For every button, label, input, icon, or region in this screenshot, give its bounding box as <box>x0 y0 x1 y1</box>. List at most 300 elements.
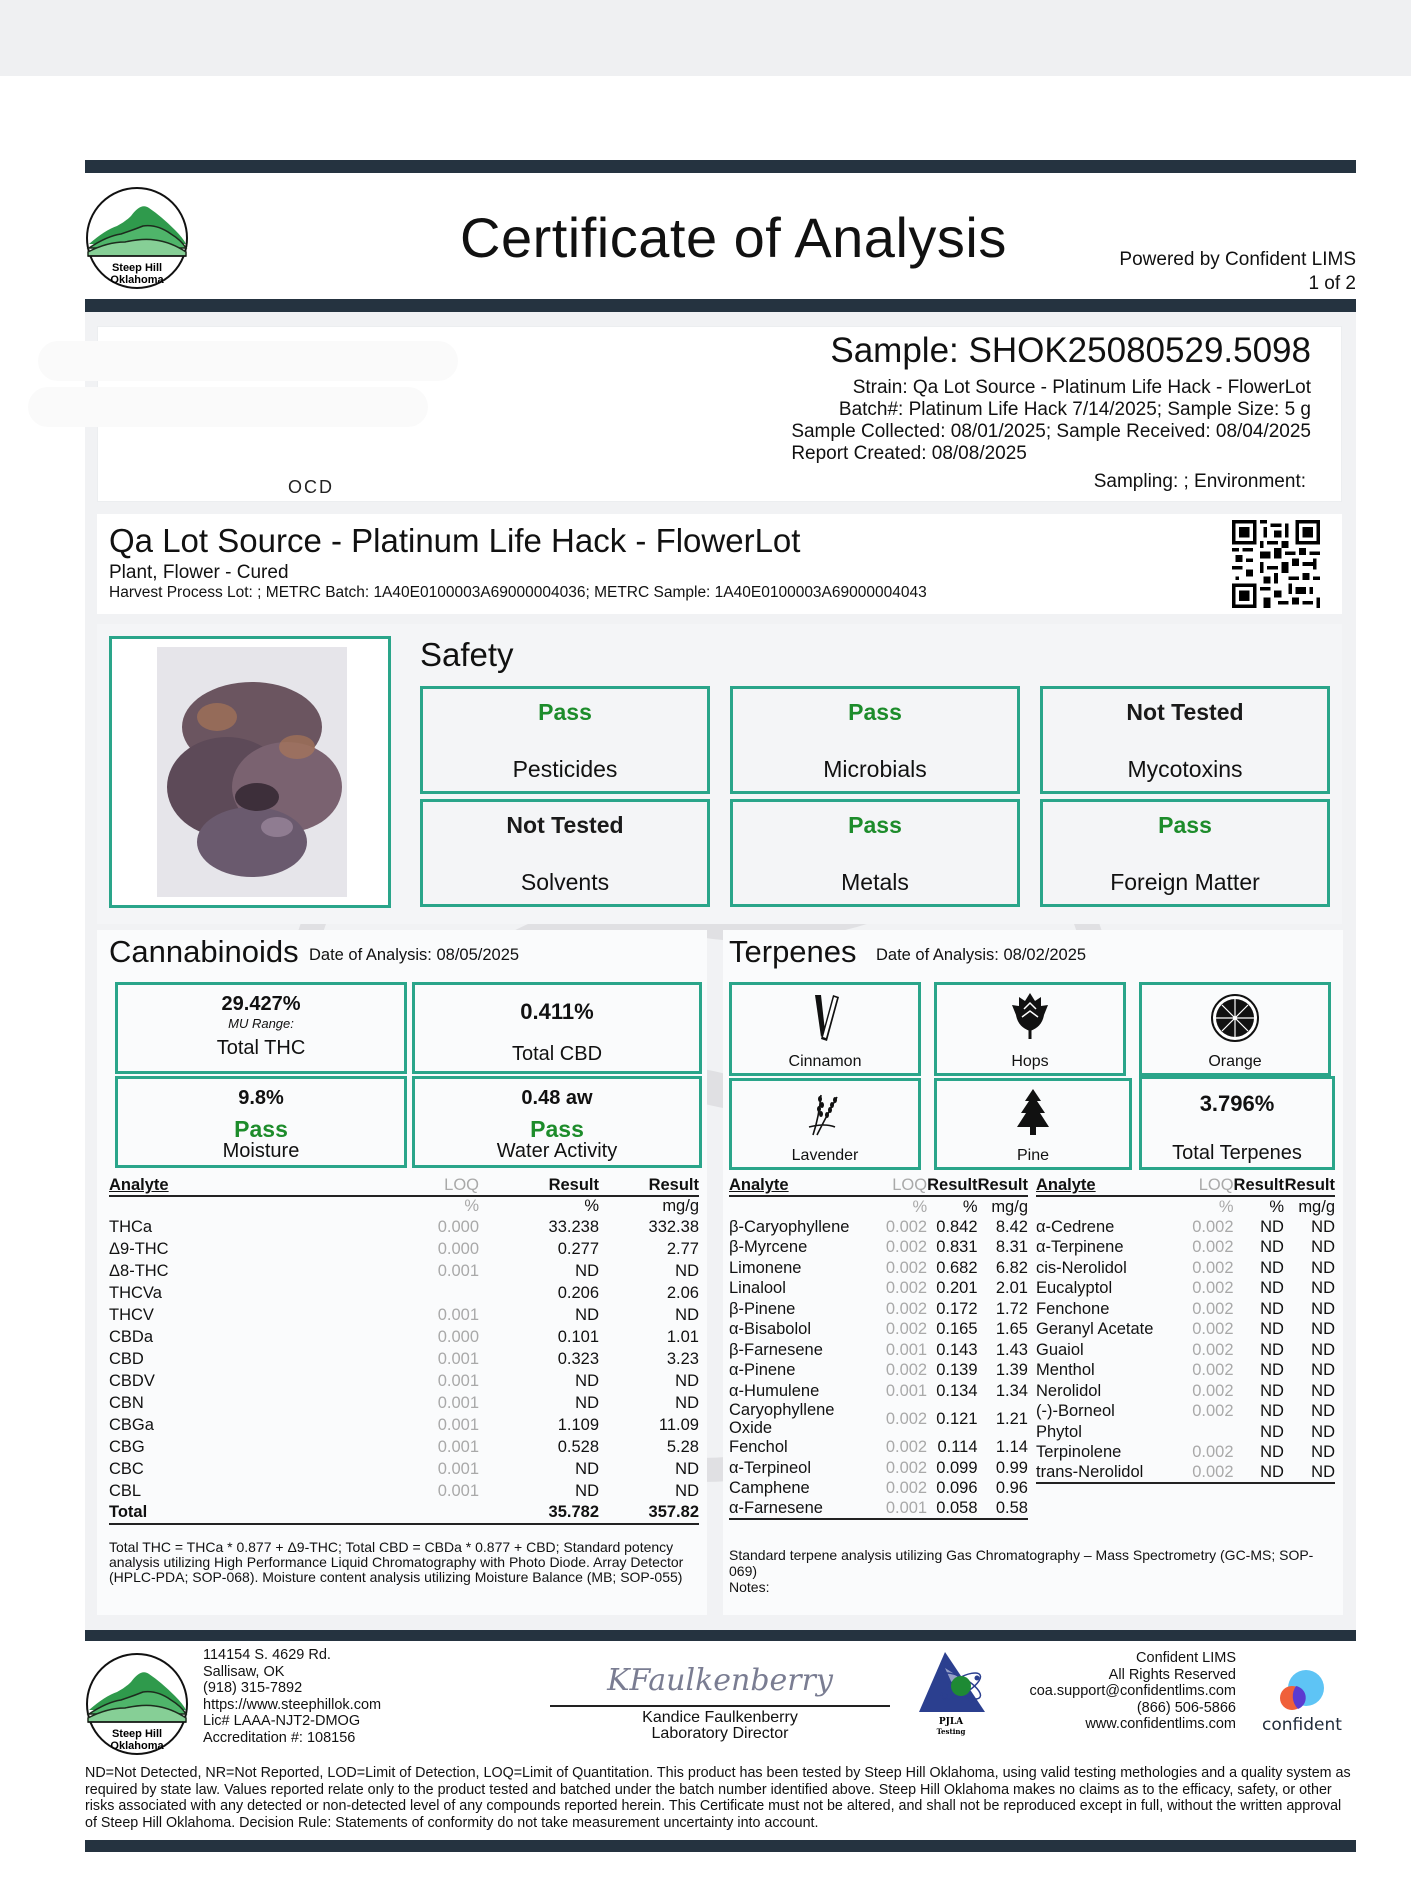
table-row <box>109 1216 699 1238</box>
result-pct-cell: 0.101 <box>557 1327 599 1346</box>
top-bar <box>0 0 1411 76</box>
loq-cell: 0.001 <box>437 1349 479 1368</box>
loq-cell: 0.002 <box>1192 1279 1234 1298</box>
loq-cell: 0.000 <box>437 1327 479 1346</box>
analyte-cell: Fenchone <box>1036 1299 1110 1318</box>
lims-info <box>1029 1650 1236 1733</box>
units-row <box>1036 1196 1335 1217</box>
col-loq: LOQ <box>1179 1176 1234 1196</box>
analyte-cell: Δ9-THC <box>109 1239 169 1258</box>
result-pct-cell: ND <box>1260 1258 1284 1277</box>
analyte-cell: Eucalyptol <box>1036 1279 1113 1298</box>
table-row <box>1036 1463 1335 1484</box>
cannabinoids-section <box>97 930 707 1615</box>
loq-cell: 0.001 <box>437 1261 479 1280</box>
analyte-cell: α-Terpinene <box>1036 1238 1124 1257</box>
unit-result-mg: mg/g <box>991 1197 1028 1216</box>
table-row <box>1036 1278 1335 1299</box>
loq-cell: 0.002 <box>885 1361 928 1380</box>
table-row <box>729 1217 1028 1238</box>
result-mg-cell: ND <box>1311 1279 1335 1298</box>
result-mg-cell: ND <box>1311 1443 1335 1462</box>
water-activity-label: Water Activity <box>496 1140 618 1162</box>
unit-result-pct: % <box>1269 1197 1284 1216</box>
total-label: Total <box>109 1502 369 1524</box>
result-pct-cell: ND <box>1260 1361 1284 1380</box>
table-row <box>109 1436 699 1458</box>
analyte-cell: Δ8-THC <box>109 1261 169 1280</box>
total-terpenes-box <box>1139 1076 1335 1170</box>
result-mg-cell: 1.34 <box>995 1381 1028 1400</box>
sample-strain: Strain: Qa Lot Source - Platinum Life Hack - FlowerLot <box>852 377 1311 398</box>
result-mg-cell: 2.77 <box>666 1239 699 1258</box>
result-mg-cell: 3.23 <box>666 1349 699 1368</box>
table-row <box>1036 1217 1335 1238</box>
loq-cell: 0.002 <box>1192 1320 1234 1339</box>
result-mg-cell: 1.14 <box>995 1438 1028 1457</box>
safety-test-pesticides <box>420 686 710 794</box>
aroma-hops <box>934 982 1126 1076</box>
signer-block <box>550 1710 890 1742</box>
col-result-pct: Result <box>927 1176 978 1194</box>
disclaimer: ND=Not Detected, NR=Not Reported, LOD=Limit of Detection, LOQ=Limit of Quantitation. This product has been tested by Steep Hill Oklahoma, using valid testing methologies and a quality system as required by state law. Values reported relate only to the product tested and batched under the batch number identified above. Steep Hill Oklahoma makes no claims as to the efficacy, safety, or other risks associated with any detected or non-detected level of any compounds reported herein. This Certificate must not be altered, and shall not be reproduced except in full, without the written approval of Steep Hill Oklahoma. Decision Rule: Statements of conformity do not take measurement uncertainty into account. <box>85 1765 1351 1831</box>
analyte-cell: Terpinolene <box>1036 1443 1122 1462</box>
result-mg-cell: 332.38 <box>648 1217 699 1236</box>
logo-text-line1: Steep Hill <box>111 1728 163 1740</box>
product-type: Plant, Flower - Cured <box>109 562 289 583</box>
table-row <box>729 1299 1028 1320</box>
analyte-cell: trans-Nerolidol <box>1036 1463 1179 1484</box>
result-mg-cell: ND <box>1284 1463 1335 1484</box>
lab-accreditation: Accreditation #: 108156 <box>203 1729 356 1746</box>
analyte-cell: α-Pinene <box>729 1361 796 1380</box>
table-row <box>109 1326 699 1348</box>
terpenes-table-left <box>729 1176 1028 1520</box>
analyte-cell: THCa <box>109 1217 153 1236</box>
loq-cell: 0.002 <box>885 1320 928 1339</box>
result-pct-cell: 0.121 <box>936 1410 978 1428</box>
cannabinoids-method-note: Total THC = THCa * 0.877 + Δ9-THC; Total CBD = CBDa * 0.877 + CBD; Standard potency analysis utilizing High Performance Liquid Chromatography with Photo Diode. Array Detector (HPLC-PDA; SOP-068). Moisture content analysis utilizing Moisture Balance (MB; SOP-055) <box>109 1539 684 1585</box>
loq-cell: 0.002 <box>885 1410 928 1428</box>
result-pct-cell: ND <box>1260 1238 1284 1257</box>
analyte-cell: α-Cedrene <box>1036 1217 1115 1236</box>
loq-cell: 0.002 <box>1192 1381 1234 1400</box>
table-row <box>1036 1442 1335 1463</box>
lims-rights: All Rights Reserved <box>1108 1666 1236 1683</box>
loq-cell: 0.001 <box>437 1415 479 1434</box>
loq-cell: 0.001 <box>437 1459 479 1478</box>
result-pct-cell: 0.528 <box>557 1437 599 1456</box>
loq-cell: 0.002 <box>1192 1238 1234 1257</box>
logo-text-line1: Steep Hill <box>111 262 163 274</box>
table-row <box>729 1499 1028 1520</box>
analyte-cell: β-Caryophyllene <box>729 1217 850 1236</box>
hops-icon <box>1006 991 1054 1043</box>
result-mg-cell: 1.65 <box>995 1320 1028 1339</box>
loq-cell: 0.002 <box>885 1258 928 1277</box>
result-mg-cell: 6.82 <box>995 1258 1028 1277</box>
result-mg-cell: ND <box>675 1261 699 1280</box>
result-mg-cell: 1.21 <box>995 1410 1028 1428</box>
steep-hill-footer-logo <box>85 1652 189 1756</box>
result-mg-cell: ND <box>1311 1402 1335 1421</box>
orange-icon <box>1211 991 1259 1043</box>
qr-code[interactable] <box>1232 520 1320 608</box>
table-row <box>1036 1237 1335 1258</box>
col-result-mg: Result <box>1284 1176 1335 1194</box>
test-label: Pesticides <box>512 756 618 782</box>
header-top-rule <box>85 160 1356 173</box>
loq-cell: 0.002 <box>885 1479 928 1498</box>
lims-phone: (866) 506-5866 <box>1136 1699 1236 1716</box>
analyte-cell: α-Humulene <box>729 1381 820 1400</box>
result-pct-cell: ND <box>1260 1402 1284 1421</box>
table-row <box>729 1381 1028 1402</box>
result-mg-cell: ND <box>1311 1422 1335 1441</box>
analyte-cell: β-Farnesene <box>729 1340 823 1359</box>
confident-logo-text: confident <box>1262 1715 1342 1735</box>
table-row <box>1036 1401 1335 1422</box>
redaction-mark <box>28 387 428 427</box>
analyte-cell: CBG <box>109 1437 145 1456</box>
loq-cell: 0.001 <box>437 1393 479 1412</box>
analyte-cell: Fenchol <box>729 1438 788 1457</box>
result-mg-cell: ND <box>675 1371 699 1390</box>
result-mg-cell: ND <box>675 1393 699 1412</box>
result-mg-cell: ND <box>1311 1238 1335 1257</box>
result-pct-cell: ND <box>1260 1299 1284 1318</box>
total-cbd-value: 0.411% <box>520 999 594 1024</box>
analyte-cell: CBDV <box>109 1371 155 1390</box>
result-pct-cell: 0.831 <box>936 1238 978 1257</box>
signature <box>550 1652 890 1704</box>
analyte-cell: THCVa <box>109 1283 162 1302</box>
analyte-cell: β-Myrcene <box>729 1238 808 1257</box>
total-terpenes-label: Total Terpenes <box>1172 1142 1302 1164</box>
loq-cell: 0.002 <box>1192 1443 1234 1462</box>
col-loq: LOQ <box>876 1176 928 1196</box>
result-pct-cell: 0.099 <box>936 1458 978 1477</box>
result-pct-cell: ND <box>1260 1381 1284 1400</box>
analyte-cell: α-Terpineol <box>729 1458 811 1477</box>
table-header-row <box>729 1176 1028 1196</box>
redacted-fragment: OCD <box>288 477 334 497</box>
terpenes-title: Terpenes <box>729 934 857 969</box>
test-label: Foreign Matter <box>1110 869 1260 895</box>
lims-website-link[interactable]: www.confidentlims.com <box>1085 1716 1236 1732</box>
unit-result-pct: % <box>962 1197 978 1216</box>
lavender-icon <box>801 1087 849 1139</box>
result-mg-cell: ND <box>1311 1299 1335 1318</box>
col-loq: LOQ <box>369 1176 479 1196</box>
result-mg-cell: 0.99 <box>995 1458 1028 1477</box>
unit-loq: % <box>464 1197 479 1215</box>
analyte-cell: CBN <box>109 1393 144 1412</box>
analyte-cell: CBD <box>109 1349 144 1368</box>
table-header-row <box>109 1176 699 1196</box>
result-pct-cell: 0.114 <box>937 1438 978 1457</box>
safety-test-microbials <box>730 686 1020 794</box>
safety-test-solvents <box>420 799 710 907</box>
safety-test-foreign-matter <box>1040 799 1330 907</box>
terpenes-date: Date of Analysis: 08/02/2025 <box>876 946 1087 964</box>
loq-cell: 0.000 <box>437 1217 479 1236</box>
analyte-cell: Guaiol <box>1036 1340 1084 1359</box>
cannabinoids-title: Cannabinoids <box>109 934 299 969</box>
loq-cell: 0.002 <box>885 1438 928 1457</box>
safety-title: Safety <box>420 636 514 673</box>
cannabinoids-date: Date of Analysis: 08/05/2025 <box>309 946 520 964</box>
table-row <box>729 1237 1028 1258</box>
sample-id: Sample: SHOK25080529.5098 <box>830 331 1311 370</box>
loq-cell: 0.002 <box>885 1458 928 1477</box>
analyte-cell: Nerolidol <box>1036 1381 1102 1400</box>
result-mg-cell: ND <box>1311 1340 1335 1359</box>
total-thc-label: Total THC <box>216 1037 306 1059</box>
table-row <box>1036 1299 1335 1320</box>
table-row <box>729 1360 1028 1381</box>
result-pct-cell: ND <box>575 1459 599 1478</box>
aroma-lavender <box>729 1078 921 1170</box>
result-pct-cell: ND <box>1260 1217 1284 1236</box>
safety-section <box>97 624 1342 924</box>
result-mg-cell: 1.39 <box>995 1361 1028 1380</box>
result-mg-cell: 0.96 <box>995 1479 1028 1498</box>
result-mg-cell: 1.01 <box>666 1327 699 1346</box>
product-name: Qa Lot Source - Platinum Life Hack - FlowerLot <box>109 522 801 559</box>
aroma-label: Orange <box>1208 1053 1262 1070</box>
total-loq <box>369 1502 479 1524</box>
total-cbd-box <box>412 982 702 1074</box>
report-created: Report Created: 08/08/2025 <box>791 443 1027 464</box>
loq-cell: 0.002 <box>1192 1361 1234 1380</box>
table-row <box>1036 1381 1335 1402</box>
col-result-pct: Result <box>479 1176 599 1196</box>
result-pct-cell: ND <box>575 1393 599 1412</box>
result-mg-cell: 8.42 <box>995 1217 1028 1236</box>
loq-cell: 0.001 <box>437 1371 479 1390</box>
cinnamon-icon <box>801 991 849 1043</box>
col-result-mg: Result <box>599 1176 699 1196</box>
analyte-cell: β-Pinene <box>729 1299 796 1318</box>
result-pct-cell: 33.238 <box>548 1217 599 1236</box>
test-status: Not Tested <box>1126 699 1244 725</box>
result-pct-cell: 0.143 <box>936 1340 978 1359</box>
water-activity-box <box>412 1076 702 1168</box>
col-analyte: Analyte <box>1036 1176 1179 1196</box>
loq-cell <box>369 1282 479 1304</box>
table-row <box>1036 1319 1335 1340</box>
result-pct-cell: 0.096 <box>936 1479 978 1498</box>
table-row <box>729 1319 1028 1340</box>
loq-cell: 0.002 <box>1192 1340 1234 1359</box>
table-row <box>109 1458 699 1480</box>
mu-range: MU Range: <box>228 1016 294 1031</box>
loq-cell: 0.002 <box>1192 1402 1234 1421</box>
table-row <box>1036 1422 1335 1443</box>
table-row <box>729 1401 1028 1437</box>
unit-result-pct: % <box>584 1197 599 1215</box>
result-mg-cell: ND <box>1311 1258 1335 1277</box>
total-thc-value: 29.427% <box>221 993 301 1015</box>
test-status: Pass <box>1158 812 1212 838</box>
terpenes-table-right <box>1036 1176 1335 1484</box>
pine-icon <box>1009 1087 1057 1139</box>
moisture-box <box>115 1076 407 1168</box>
analyte-cell: (-)-Borneol <box>1036 1402 1115 1421</box>
lab-website-link[interactable]: https://www.steephillok.com <box>203 1696 382 1713</box>
table-header-row <box>1036 1176 1335 1196</box>
col-analyte: Analyte <box>109 1176 369 1196</box>
confident-logo <box>1262 1666 1342 1736</box>
loq-cell <box>1179 1422 1234 1443</box>
test-status: Pass <box>848 812 902 838</box>
notes-label: Notes: <box>729 1579 770 1595</box>
total-cbd-label: Total CBD <box>511 1043 603 1065</box>
table-row <box>109 1480 699 1502</box>
test-label: Solvents <box>520 869 610 895</box>
analyte-cell: THCV <box>109 1305 154 1324</box>
unit-result-mg: mg/g <box>1298 1197 1335 1216</box>
result-pct-cell: ND <box>1260 1340 1284 1359</box>
col-result-pct: Result <box>1233 1176 1284 1194</box>
table-row <box>729 1278 1028 1299</box>
unit-loq: % <box>912 1197 928 1216</box>
terpenes-method-note <box>729 1547 1329 1595</box>
aroma-label: Hops <box>1011 1053 1049 1070</box>
result-mg-cell: 2.01 <box>995 1279 1028 1298</box>
signature-line <box>550 1705 890 1707</box>
cannabinoids-table <box>109 1176 699 1525</box>
loq-cell: 0.000 <box>437 1239 479 1258</box>
analyte-cell: Camphene <box>729 1479 810 1498</box>
loq-cell: 0.001 <box>437 1437 479 1456</box>
aroma-cinnamon <box>729 982 921 1076</box>
steep-hill-logo <box>85 186 189 290</box>
result-pct-cell: ND <box>575 1481 599 1500</box>
sample-details <box>791 377 1311 465</box>
result-pct-cell: ND <box>1260 1422 1284 1441</box>
table-row <box>1036 1340 1335 1361</box>
lab-phone: (918) 315-7892 <box>203 1680 303 1696</box>
result-pct-cell: 0.139 <box>936 1361 978 1380</box>
loq-cell: 0.002 <box>885 1217 928 1236</box>
metrc-ids: Harvest Process Lot: ; METRC Batch: 1A40E0100003A69000004036; METRC Sample: 1A40E0100003A69000004043 <box>109 584 927 601</box>
result-pct-cell: 0.134 <box>936 1381 978 1400</box>
table-row <box>109 1238 699 1260</box>
analyte-cell: CBDa <box>109 1327 154 1346</box>
loq-cell: 0.001 <box>876 1499 928 1520</box>
table-row <box>109 1282 699 1304</box>
loq-cell: 0.001 <box>437 1481 479 1500</box>
pjla-subtext: Testing <box>936 1727 966 1736</box>
loq-cell: 0.002 <box>885 1238 928 1257</box>
result-pct-cell: 0.165 <box>936 1320 978 1339</box>
terpenes-method-text: Standard terpene analysis utilizing Gas Chromatography – Mass Spectrometry (GC-MS; SOP-069) <box>729 1547 1314 1579</box>
table-row <box>729 1478 1028 1499</box>
test-label: Metals <box>841 869 909 895</box>
test-status: Pass <box>538 699 592 725</box>
result-mg-cell: 5.28 <box>666 1437 699 1456</box>
header-bottom-rule <box>85 299 1356 312</box>
result-mg-cell: 1.72 <box>995 1299 1028 1318</box>
analyte-cell: Phytol <box>1036 1422 1082 1441</box>
analyte-cell: Menthol <box>1036 1361 1095 1380</box>
units-row <box>109 1196 699 1216</box>
lims-email-link[interactable]: coa.support@confidentlims.com <box>1029 1683 1236 1699</box>
result-pct-cell: ND <box>1260 1443 1284 1462</box>
result-pct-cell: 0.323 <box>557 1349 599 1368</box>
loq-cell: 0.002 <box>1192 1217 1234 1236</box>
lab-license: Lic# LAAA-NJT2-DMOG <box>203 1713 361 1729</box>
total-row <box>109 1502 699 1524</box>
col-analyte: Analyte <box>729 1176 876 1196</box>
result-mg-cell: ND <box>1311 1381 1335 1400</box>
test-label: Microbials <box>823 756 927 782</box>
analyte-cell: CBC <box>109 1459 144 1478</box>
loq-cell: 0.001 <box>885 1381 928 1400</box>
sampling-environment: Sampling: ; Environment: <box>1093 471 1306 492</box>
moisture-value: 9.8% <box>238 1087 284 1109</box>
aroma-label: Pine <box>1016 1147 1050 1164</box>
product-photo <box>157 647 347 897</box>
result-mg-cell: 1.43 <box>995 1340 1028 1359</box>
product-panel <box>97 514 1342 614</box>
page-indicator: 1 of 2 <box>1308 273 1356 294</box>
units-row <box>729 1196 1028 1217</box>
analyte-cell: Geranyl Acetate <box>1036 1320 1154 1339</box>
safety-test-metals <box>730 799 1020 907</box>
table-row <box>729 1437 1028 1458</box>
aroma-label: Cinnamon <box>788 1053 862 1070</box>
analyte-cell: CBL <box>109 1481 142 1500</box>
aroma-pine <box>934 1078 1132 1170</box>
result-pct-cell: 0.682 <box>936 1258 978 1277</box>
page-title: Certificate of Analysis <box>460 206 1007 269</box>
analyte-cell: Limonene <box>729 1258 802 1277</box>
moisture-status: Pass <box>234 1116 288 1142</box>
test-label: Mycotoxins <box>1127 756 1243 782</box>
moisture-label: Moisture <box>222 1140 300 1162</box>
total-terpenes-value: 3.796% <box>1199 1091 1275 1116</box>
analyte-cell: CBGa <box>109 1415 154 1434</box>
terpenes-section <box>723 930 1343 1615</box>
table-row <box>109 1348 699 1370</box>
result-mg-cell: ND <box>1311 1217 1335 1236</box>
powered-by-text: Powered by Confident LIMS <box>1119 249 1356 270</box>
analyte-cell: α-Bisabolol <box>729 1320 811 1339</box>
result-pct-cell: ND <box>1260 1320 1284 1339</box>
loq-cell: 0.002 <box>1179 1463 1234 1484</box>
analyte-cell: cis-Nerolidol <box>1036 1258 1127 1277</box>
table-row <box>109 1370 699 1392</box>
total-mg: 357.82 <box>599 1502 699 1524</box>
footer-bottom-rule <box>85 1840 1356 1852</box>
sample-info-panel <box>97 326 1342 502</box>
redaction-mark <box>38 341 458 381</box>
result-pct-cell: 0.277 <box>557 1239 599 1258</box>
sample-batch: Batch#: Platinum Life Hack 7/14/2025; Sample Size: 5 g <box>838 399 1311 420</box>
analyte-cell: Caryophyllene Oxide <box>729 1401 835 1437</box>
test-status: Pass <box>848 699 902 725</box>
analyte-cell: Linalool <box>729 1279 786 1298</box>
lims-name: Confident LIMS <box>1136 1650 1236 1666</box>
result-mg-cell: 0.58 <box>978 1499 1028 1520</box>
signature-text: KFaulkenberry <box>607 1663 833 1698</box>
water-activity-status: Pass <box>530 1116 584 1142</box>
footer-top-rule <box>85 1630 1356 1641</box>
water-activity-value: 0.48 aw <box>521 1087 593 1109</box>
